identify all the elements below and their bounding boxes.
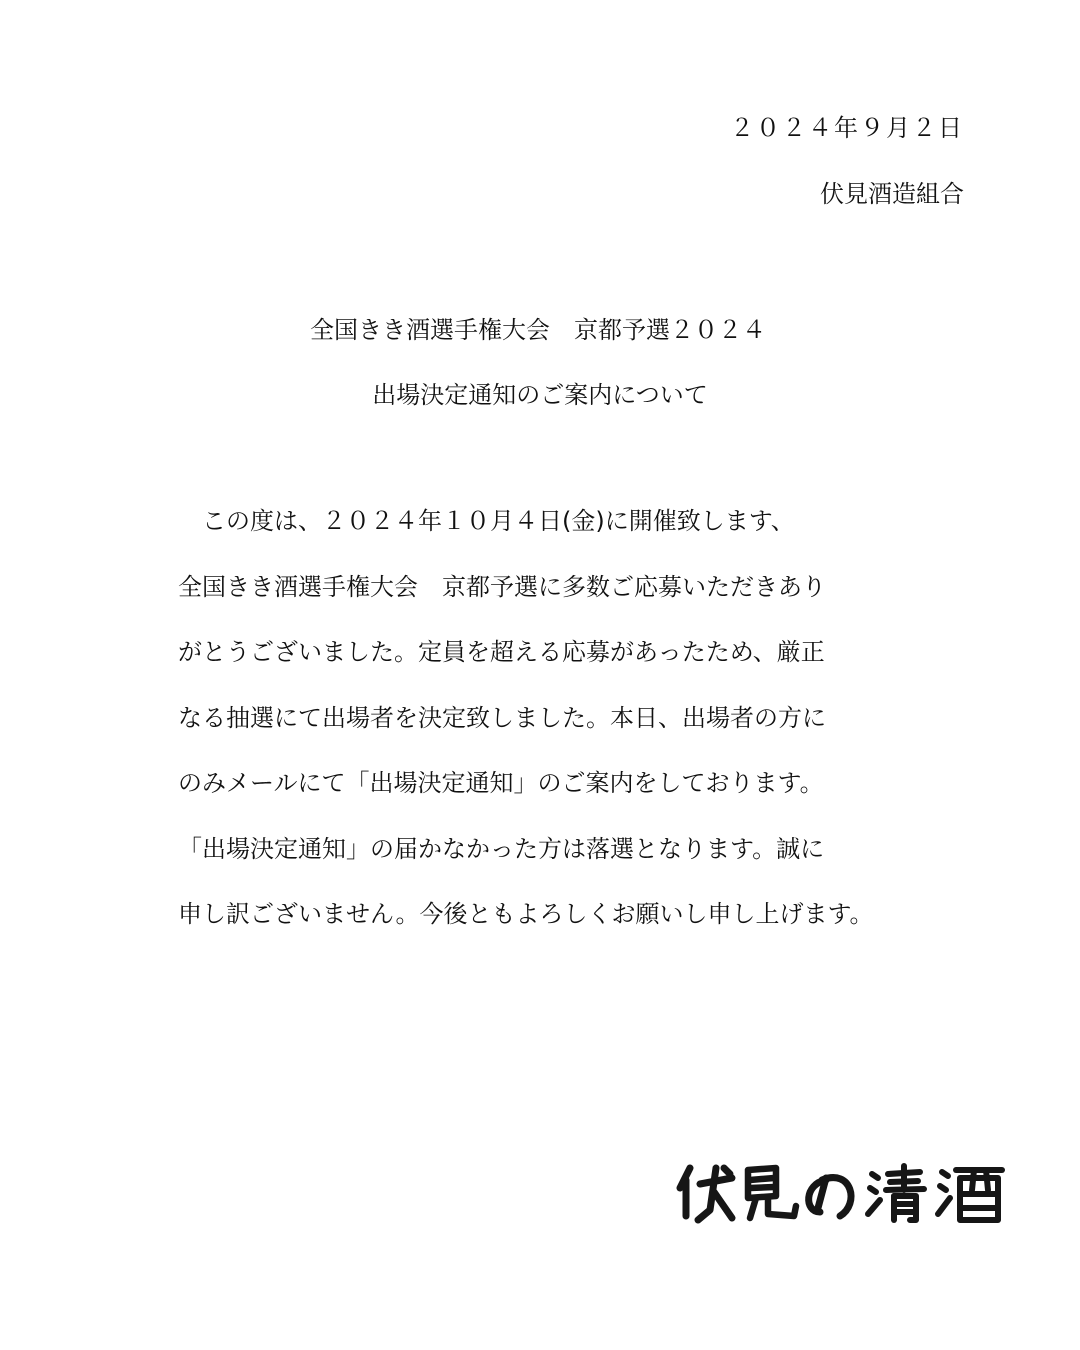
body-line: 「出場決定通知」の届かなかった方は落選となります。誠に xyxy=(178,834,825,863)
notice-body xyxy=(178,505,938,964)
body-line: この度は、２０２４年１０月４日(金)に開催致します、 xyxy=(178,507,795,535)
logo-char-sei xyxy=(868,1166,924,1220)
body-line: 全国きき酒選手権大会 京都予選に多数ご応募いただきあり xyxy=(178,572,826,601)
notice-subtitle: 出場決定通知のご案内について xyxy=(372,381,708,409)
notice-title: 全国きき酒選手権大会 京都予選２０２４ xyxy=(310,316,766,344)
body-line: なる抽選にて出場者を決定致しました。本日、出場者の方に xyxy=(178,703,826,732)
body-line: がとうございました。定員を超える応募があったため、厳正 xyxy=(178,638,825,666)
logo-char-fu xyxy=(680,1168,732,1220)
logo-char-mi xyxy=(748,1168,796,1218)
logo-char-shu xyxy=(938,1170,1002,1220)
issue-date: ２０２４年９月２日 xyxy=(730,114,964,142)
logo-char-no xyxy=(809,1178,851,1216)
fushimi-sake-logo xyxy=(676,1162,1012,1224)
issuer-name: 伏見酒造組合 xyxy=(820,180,964,208)
body-line: のみメールにて「出場決定通知」のご案内をしております。 xyxy=(178,769,824,797)
body-line: 申し訳ございません。今後ともよろしくお願いし申し上げます。 xyxy=(178,900,874,928)
